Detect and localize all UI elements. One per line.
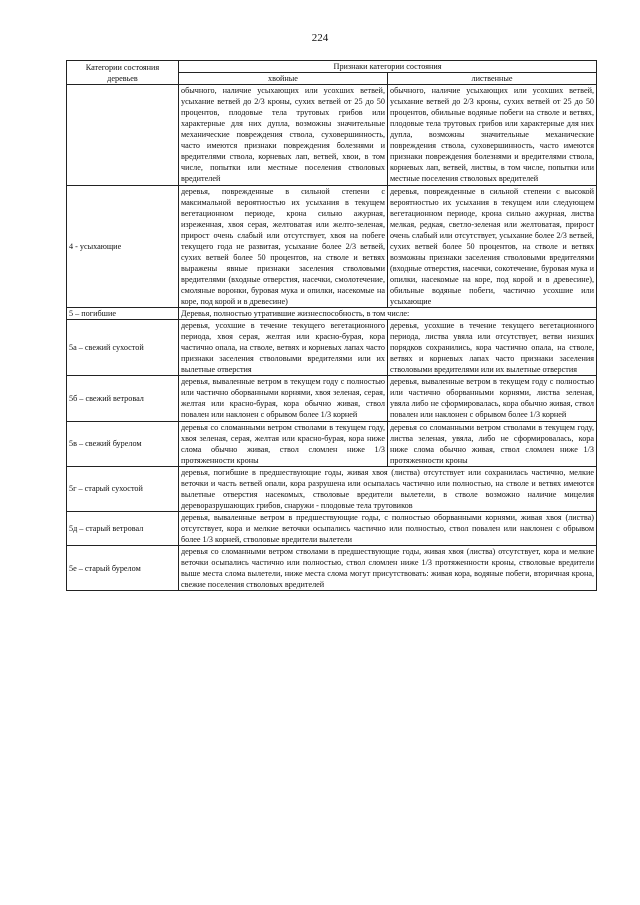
header-signs: Признаки категории состояния: [179, 61, 597, 73]
table-row: [67, 85, 597, 185]
table-row: [67, 308, 597, 320]
row-span-text: Деревья, полностью утратившие жизнеспособность, в том числе:: [179, 308, 597, 320]
table-row: [67, 546, 597, 591]
row-category: 5а – свежий сухостой: [67, 320, 179, 376]
row-deciduous: деревья, усохшие в течение текущего вегетационного периода, листва увяла или отсутствует, ветви низших порядков сохранились, кора частично опала, на стволе, ветвях и корневых лапах часто признаки заселения стволовыми вредителями или их вылетные отверстия: [388, 320, 597, 376]
row-span-text: деревья, вываленные ветром в предшествующие годы, с полностью оборванными корнями, живая хвоя (листва) отсутствует, кора и мелкие веточки осыпались частично или полностью, ствол повален или наклонен с обрывом более 1/3 корней, стволовые вредители вылетели: [179, 511, 597, 545]
row-conifer: деревья со сломанными ветром стволами в текущем году, хвоя зеленая, серая, желтая или красно-бурая, кора ниже слома обычно живая, ствол сломлен ниже 1/3 протяженности кроны: [179, 421, 388, 466]
table-row: [67, 376, 597, 421]
table-row: [67, 320, 597, 376]
row-deciduous: деревья, поврежденные в сильной степени с высокой вероятностью их усыхания в текущем или следующем вегетационном периоде, крона сильно ажурная, листва мелкая, редкая, светло-зеленая или желтоватая, прирост очень слабый или отсутствует, усыхание более 2/3 ветвей, сухих ветвей более 50 процентов, на стволе и ветвях возможны признаки заселения стволовыми вредителями (входные отверстия, насечки, сокотечение, буровая мука и опилки, насекомые на коре, под корой и в древесине), обильные водяные побеги, частично усохшие или усыхающие: [388, 185, 597, 308]
row-category: 5д – старый ветровал: [67, 511, 179, 545]
header-category-line1: Категории состояния: [85, 62, 160, 72]
row-category: 5в – свежий бурелом: [67, 421, 179, 466]
row-category: [67, 85, 179, 185]
row-deciduous: обычного, наличие усыхающих или усохших ветвей, усыхание ветвей до 2/3 кроны, сухих ветвей от 25 до 50 процентов, обильные водяные побеги на стволе и ветвях, плодовые тела трутовых грибов или характерные для них дупла, возможны значительные механические повреждения ствола, суховершинность, часто имеются признаки повреждения болезнями и вредителями ствола, корневых лап, ветвей, листвы, в том числе, попытки или местные поселения стволовых вредителей: [388, 85, 597, 185]
row-category: 5 – погибшие: [67, 308, 179, 320]
row-conifer: деревья, поврежденные в сильной степени с максимальной вероятностью их усыхания в текущем вегетационном периоде, крона сильно ажурная, изреженная, хвоя серая, желтоватая или желто-зеленая, прирост очень слабый или отсутствует, хвоя на побеге текущего года не развитая, усыхание более 2/3 ветвей, сухих ветвей более 50 процентов, на стволе и ветвях выражены явные признаки заселения стволовыми вредителями (входные отверстия, насечки, смолотечение, смоляные воронки, буровая мука и опилки, насекомые на коре, под корой и в древесине): [179, 185, 388, 308]
row-conifer: деревья, усохшие в течение текущего вегетационного периода, хвоя серая, желтая или красно-бурая, кора частично опала, на стволе, ветвях и корневых лапах часто признаки заселения стволовыми вредителями или их вылетные отверстия: [179, 320, 388, 376]
table-row: [67, 511, 597, 545]
row-conifer: деревья, вываленные ветром в текущем году с полностью или частично оборванными корнями, хвоя зеленая, серая, желтая или красно-бурая, кора обычно живая, ствол повален или наклонен с обрывом более 1/3 корней: [179, 376, 388, 421]
header-conifer: хвойные: [179, 73, 388, 85]
header-deciduous: лиственные: [388, 73, 597, 85]
row-span-text: деревья со сломанными ветром стволами в предшествующие годы, живая хвоя (листва) отсутствует, кора и мелкие веточки осыпались частично или полностью, ствол сломлен ниже 1/3 протяженности кроны, стволовые вредители выше места слома вылетели, ниже места слома могут присутствовать: живая кора, водяные побеги, вторичная крона, свежие поселения стволовых вредителей: [179, 546, 597, 591]
table-row: [67, 185, 597, 308]
table-row: [67, 421, 597, 466]
table-header-row: [67, 61, 597, 73]
row-deciduous: деревья со сломанными ветром стволами в текущем году, листва зеленая, увяла, либо не сформировалась, кора ниже слома обычно живая, ствол сломлен ниже 1/3 протяженности кроны: [388, 421, 597, 466]
row-deciduous: деревья, вываленные ветром в текущем году с полностью или частично оборванными корнями, листва зеленая, увяла либо не сформировалась, кора обычно живая, ствол повален или наклонен с обрывом более 1/3 корней: [388, 376, 597, 421]
row-category: 5г – старый сухостой: [67, 466, 179, 511]
row-category: 4 - усыхающие: [67, 185, 179, 308]
header-category-line2: деревьев: [107, 73, 138, 83]
header-category: [67, 61, 179, 85]
table-row: [67, 466, 597, 511]
row-conifer: обычного, наличие усыхающих или усохших ветвей, усыхание ветвей до 2/3 кроны, сухих ветвей от 25 до 50 процентов, плодовые тела трутовых грибов или характерные для них дупла, возможны значительные механические повреждения ствола, суховершинность, часто имеются признаки повреждения болезнями и вредителями ствола, корневых лап, ветвей, хвои, в том числе, попытки или местные поселения стволовых вредителей: [179, 85, 388, 185]
row-category: 5е – старый бурелом: [67, 546, 179, 591]
row-span-text: деревья, погибшие в предшествующие годы, живая хвоя (листва) отсутствует или сохранилась частично, мелкие веточки и часть ветвей опали, кора разрушена или осыпалась частично или полностью, на стволе и ветвях имеются вылетные отверстия насекомых, стволовые вредители вылетели, в стволе возможно наличие мицелия дереворазрушающих грибов, снаружи - плодовые тела трутовиков: [179, 466, 597, 511]
tree-condition-table: [66, 60, 597, 591]
page-number: 224: [311, 32, 329, 44]
row-category: 5б – свежий ветровал: [67, 376, 179, 421]
